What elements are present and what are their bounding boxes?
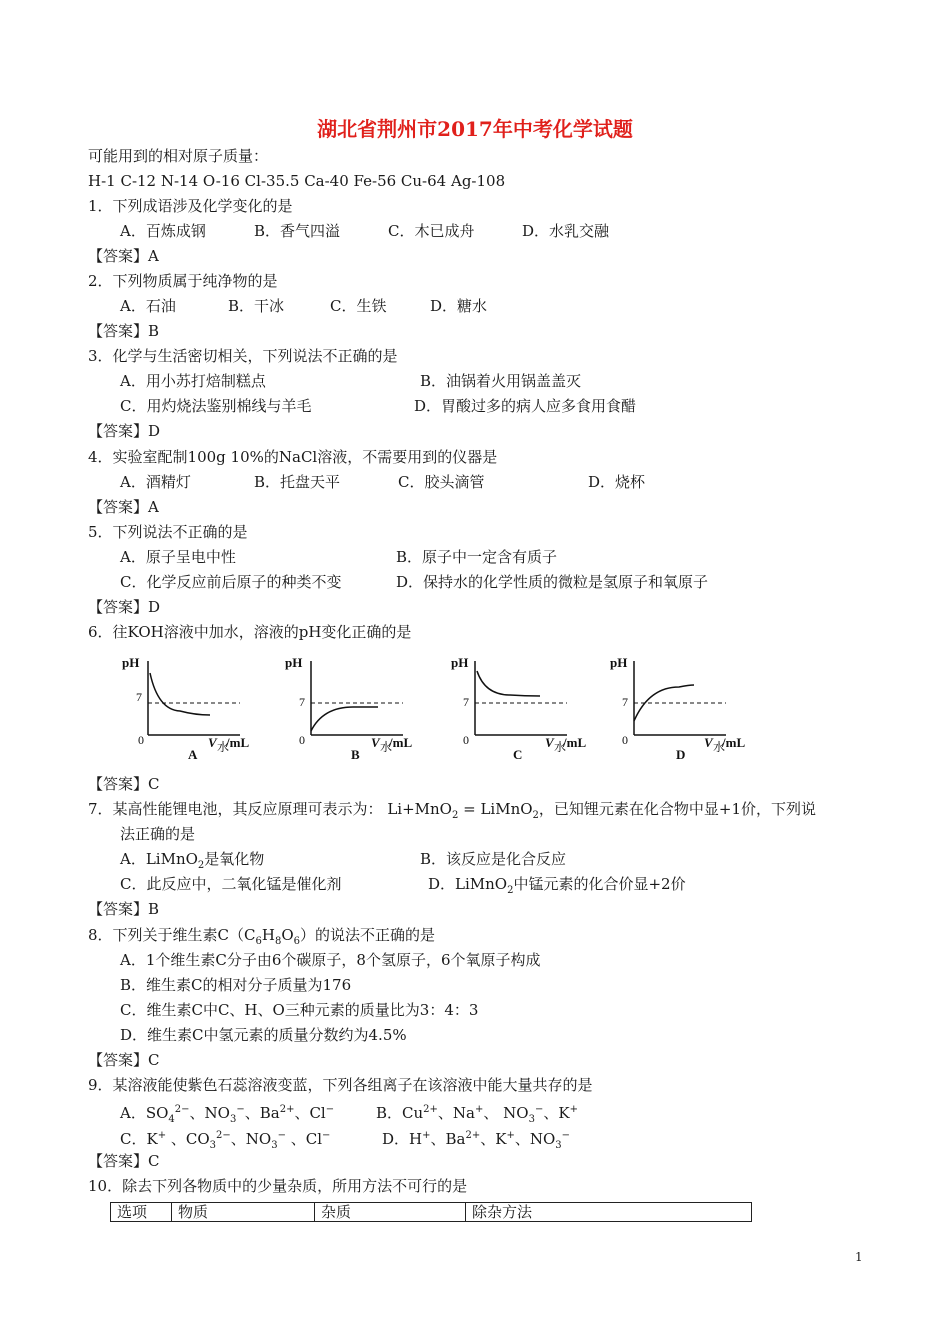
graph-x-label-sub: 水 [217, 740, 230, 754]
q10-table [110, 1202, 752, 1222]
q7-option-a: A．LiMnO$_2$是氧化物 [120, 850, 265, 871]
graph-x-label-v: V [371, 735, 380, 750]
q9-option-b: B．$Cu^{2+}$、Na+、 $NO_3^-$、K+ [376, 1104, 578, 1125]
graph-x-label-unit: /mL [722, 735, 746, 750]
graph-y-label: pH [122, 655, 140, 670]
q7-stem: 7．某高性能锂电池，其反应原理可表示为： Li+MnO$_2$ = LiMnO$_2$，已知锂元素在化合物中显+1价，下列说 [88, 800, 817, 821]
graph-origin: 0 [138, 733, 144, 747]
graph-x-label-sub: 水 [713, 740, 726, 754]
graph-x-label-unit: /mL [389, 735, 413, 750]
q5-option-d: D．保持水的化学性质的微粒是氢原子和氧原子 [396, 573, 709, 591]
graph-y-label: pH [451, 655, 469, 670]
q9-option-a: A．$SO_4^{2-}$、$NO_3^-$、$Ba^{2+}$、Cl− [120, 1104, 335, 1125]
table-header-cell: 杂质 [315, 1203, 466, 1222]
q8-answer: 【答案】C [88, 1051, 160, 1069]
q6-answer: 【答案】C [88, 775, 160, 793]
q3-answer: 【答案】D [88, 422, 161, 440]
curve-b [311, 707, 378, 731]
q4-option-a: A．酒精灯 [120, 473, 191, 491]
q7-option-b: B．该反应是化合反应 [420, 850, 567, 868]
q2-option-c: C．生铁 [330, 297, 387, 315]
q3-option-d: D．胃酸过多的病人应多食用食醋 [414, 397, 637, 415]
graph-origin: 0 [463, 733, 469, 747]
q9-option-d: D．H+、$Ba^{2+}$、K+、$NO_3^-$ [382, 1130, 571, 1151]
table-header-row [111, 1203, 752, 1222]
q7-answer: 【答案】B [88, 900, 160, 918]
q8-option-d: D．维生素C中氢元素的质量分数约为4.5% [120, 1026, 407, 1044]
q4-stem: 4．实验室配制100g 10%的NaCl溶液，不需要用到的仪器是 [88, 448, 498, 466]
curve-c [477, 671, 540, 696]
graph-label: A [188, 747, 198, 762]
curve-a [150, 673, 210, 715]
q4-option-d: D．烧杯 [588, 473, 646, 491]
table-header-cell: 选项 [111, 1203, 172, 1222]
graph-label: C [513, 747, 523, 762]
q3-option-c: C．用灼烧法鉴别棉线与羊毛 [120, 397, 312, 415]
graph-ref-label: 7 [622, 695, 628, 709]
q2-option-a: A．石油 [120, 297, 176, 315]
graph-x-label-unit: /mL [226, 735, 250, 750]
q9-answer: 【答案】C [88, 1152, 160, 1170]
graph-x-label-v: V [545, 735, 554, 750]
q1-option-d: D．水乳交融 [522, 222, 610, 240]
q4-answer: 【答案】A [88, 498, 159, 516]
q8-option-a: A．1个维生素C分子由6个碳原子，8个氢原子，6个氧原子构成 [120, 951, 541, 969]
q5-answer: 【答案】D [88, 598, 161, 616]
graph-ref-label: 7 [136, 690, 142, 704]
q5-option-b: B．原子中一定含有质子 [396, 548, 558, 566]
q5-stem: 5．下列说法不正确的是 [88, 523, 248, 541]
graph-x-label-v: V [208, 735, 217, 750]
graph-origin: 0 [299, 733, 305, 747]
graph-c [445, 655, 605, 767]
q3-option-b: B．油锅着火用锅盖盖灭 [420, 372, 582, 390]
graph-x-label-v: V [704, 735, 713, 750]
q1-option-b: B．香气四溢 [254, 222, 341, 240]
graph-b [283, 655, 443, 767]
graph-label: B [351, 747, 360, 762]
graph-x-label-unit: /mL [563, 735, 587, 750]
q9-stem: 9．某溶液能使紫色石蕊溶液变蓝，下列各组离子在该溶液中能大量共存的是 [88, 1076, 593, 1094]
graph-y-label: pH [610, 655, 628, 670]
q2-option-d: D．糖水 [430, 297, 488, 315]
q3-option-a: A．用小苏打焙制糕点 [120, 372, 266, 390]
q1-option-c: C．木已成舟 [388, 222, 475, 240]
q2-answer: 【答案】B [88, 322, 160, 340]
q6-stem: 6．往KOH溶液中加水，溶液的pH变化正确的是 [88, 623, 412, 641]
graph-x-label-sub: 水 [380, 740, 393, 754]
q10-stem: 10．除去下列各物质中的少量杂质，所用方法不可行的是 [88, 1177, 468, 1195]
table-header-cell: 除杂方法 [466, 1203, 752, 1222]
q1-stem: 1．下列成语涉及化学变化的是 [88, 197, 293, 215]
q8-stem: 8．下列关于维生素$C(C_6H_8O_6)$的说法不正确的是 [88, 926, 436, 947]
graph-origin: 0 [622, 733, 628, 747]
q1-answer: 【答案】A [88, 247, 159, 265]
page-number: 1 [855, 1250, 863, 1264]
page-title: 湖北省荆州市2017年中考化学试题 [317, 117, 633, 141]
table-header-cell: 物质 [172, 1203, 315, 1222]
intro-text: 可能用到的相对原子质量： [88, 147, 269, 165]
graph-label: D [676, 747, 686, 762]
graph-ref-label: 7 [299, 695, 305, 709]
atomic-masses: H-1 C-12 N-14 O-16 Cl-35.5 Ca-40 Fe-56 Cu-64 Ag-108 [88, 172, 506, 190]
q4-option-b: B．托盘天平 [254, 473, 341, 491]
q2-option-b: B．干冰 [228, 297, 285, 315]
graph-y-label: pH [285, 655, 303, 670]
graph-ref-label: 7 [463, 695, 469, 709]
graph-a [120, 655, 280, 767]
q8-option-b: B．维生素C的相对分子质量为176 [120, 976, 352, 994]
q8-option-c: C．维生素C中C、H、O三种元素的质量比为3：4：3 [120, 1001, 479, 1019]
q7-option-d: D．LiMnO$_2$中锰元素的化合价显+2价 [428, 875, 686, 896]
q5-option-c: C．化学反应前后原子的种类不变 [120, 573, 342, 591]
q4-option-c: C．胶头滴管 [398, 473, 485, 491]
q1-option-a: A．百炼成钢 [120, 222, 206, 240]
q9-option-c: C．K+ 、$CO_3^{2-}$、$NO_3^-$ 、Cl− [120, 1130, 331, 1151]
q7-option-c: C．此反应中，二氧化锰是催化剂 [120, 875, 342, 893]
graph-x-label-sub: 水 [554, 740, 567, 754]
q3-stem: 3．化学与生活密切相关，下列说法不正确的是 [88, 347, 398, 365]
q7-stem-cont: 法正确的是 [120, 825, 196, 843]
graph-d [604, 655, 764, 767]
q5-option-a: A．原子呈电中性 [120, 548, 236, 566]
q2-stem: 2．下列物质属于纯净物的是 [88, 272, 278, 290]
